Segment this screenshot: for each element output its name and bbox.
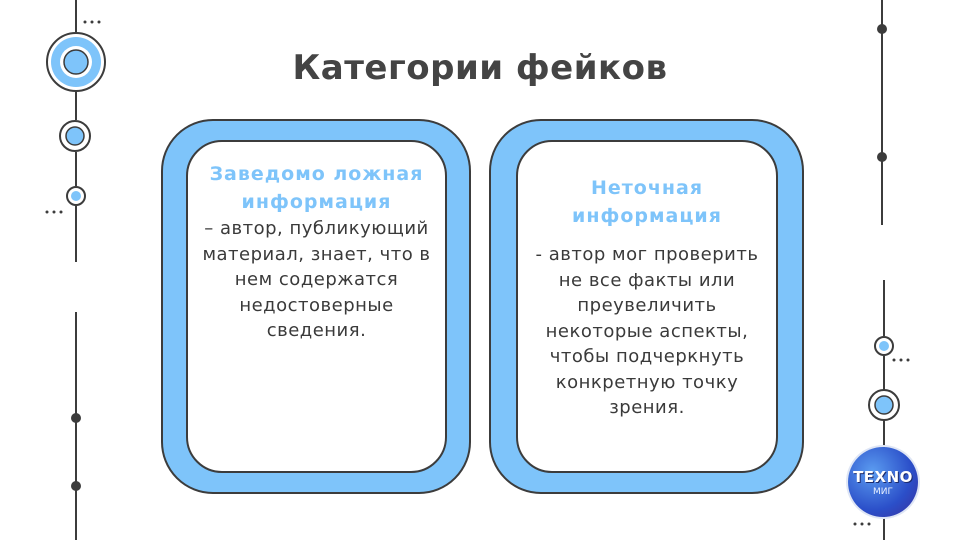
logo-sub-text: МИГ <box>873 486 893 497</box>
card-heading: Заведомо ложная информация <box>209 163 424 213</box>
logo-main-text: TEXNO <box>853 467 913 486</box>
ring-small-left <box>67 187 85 205</box>
slide-title: Категории фейков <box>292 48 668 88</box>
card-description: - автор мог проверить не все факты или преувеличить некоторые аспекты, чтобы подчеркнуть конкретную точку зрения. <box>535 244 759 418</box>
ring-medium-right <box>869 390 899 420</box>
card-description: – автор, публикующий материал, знает, что в нем содержатся недостоверные сведения. <box>202 218 431 341</box>
card-heading: Неточная информация <box>572 177 722 227</box>
ring-small-right <box>875 337 893 355</box>
card-false-info <box>186 140 447 473</box>
texno-mig-logo <box>848 447 918 517</box>
ring-medium-left <box>60 121 90 151</box>
card-inaccurate-info <box>516 140 778 473</box>
